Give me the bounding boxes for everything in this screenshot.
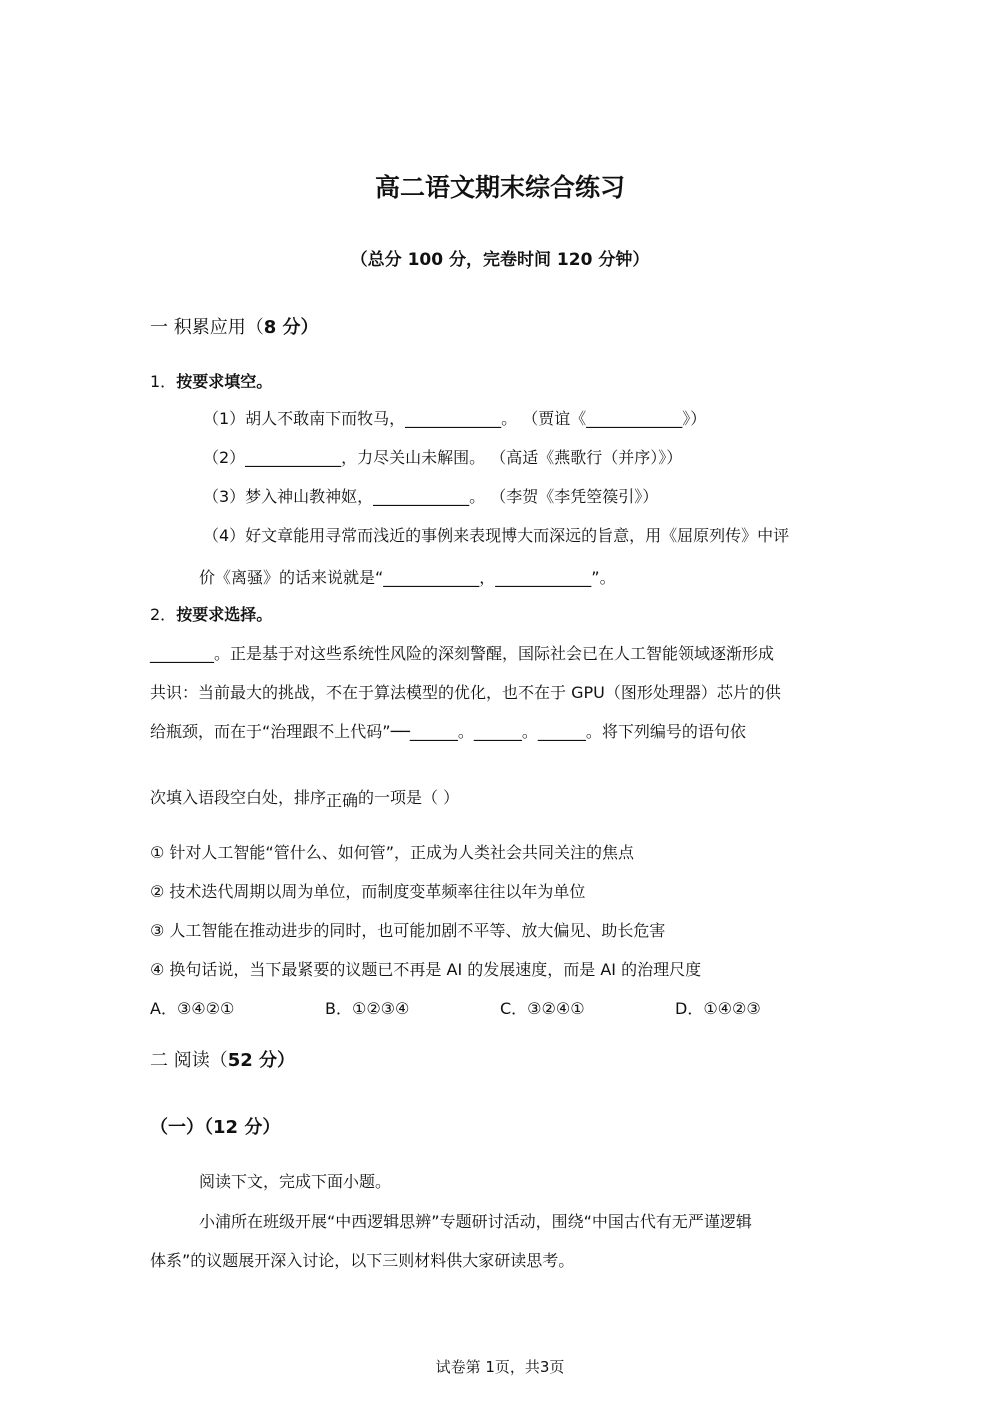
- question-2-paragraph-line: 共识：当前最大的挑战，不在于算法模型的优化，也不在于 GPU（图形处理器）芯片的供: [150, 683, 781, 702]
- section-heading-1-text: 一 积累应用（: [150, 317, 264, 338]
- question-2-paragraph-line: 给瓶颈，而在于“治理跟不上代码”──______。______。______。将下列编号的语句依: [150, 722, 746, 741]
- question-2-sentence: ② 技术迭代周期以周为单位，而制度变革频率往往以年为单位: [150, 882, 586, 901]
- question-2-paragraph-line: ________。正是基于对这些系统性风险的深刻警醒，国际社会已在人工智能领域逐渐形成: [150, 644, 775, 663]
- question-2-number: 2．: [150, 605, 177, 624]
- question-1-item: （3）梦入神山教神妪，____________。 （李贺《李凭箜篌引》）: [203, 487, 659, 506]
- question-1-item: （2）____________，力尽关山未解围。 （高适《燕歌行（并序）》）: [203, 448, 683, 467]
- question-2-instruction-a: 次填入语段空白处，排序: [150, 788, 327, 807]
- question-2-instruction-c: 的一项是（ ）: [358, 788, 460, 807]
- question-1-prompt: 按要求填空。: [176, 372, 273, 391]
- section-heading-2-text: 二 阅读（: [150, 1050, 228, 1071]
- question-1-number: 1．: [150, 372, 177, 391]
- question-2-instruction-b: 正确: [326, 791, 359, 810]
- question-2-header: [150, 602, 272, 625]
- question-1-item: （1）胡人不敢南下而牧马，____________。 （贾谊《____________》）: [203, 409, 707, 428]
- question-2-instruction: [150, 785, 459, 808]
- part-1-intro: 阅读下文，完成下面小题。: [199, 1172, 392, 1191]
- section-heading-2: [150, 1046, 295, 1072]
- page-footer: 试卷第 1页，共3页: [435, 1358, 565, 1376]
- question-1-item: 价《离骚》的话来说就是“____________，____________”。: [199, 568, 616, 587]
- option-a: A．③④②①: [150, 999, 235, 1018]
- section-heading-1: [150, 313, 319, 339]
- page-subtitle: （总分 100 分，完卷时间 120 分钟）: [350, 250, 650, 270]
- question-1-header: [150, 369, 272, 392]
- part-heading-1: （一）（12 分）: [150, 1117, 281, 1138]
- option-b: B．①②③④: [325, 999, 410, 1018]
- option-c: C．③②④①: [500, 999, 585, 1018]
- part-1-text-line: 小浦所在班级开展“中西逻辑思辨”专题研讨活动，围绕“中国古代有无严谨逻辑: [199, 1212, 752, 1231]
- question-2-sentence: ③ 人工智能在推动进步的同时，也可能加剧不平等、放大偏见、助长危害: [150, 921, 666, 940]
- page-title: 高二语文期末综合练习: [374, 173, 625, 202]
- part-1-text-line: 体系”的议题展开深入讨论，以下三则材料供大家研读思考。: [150, 1251, 575, 1270]
- question-1-item: （4）好文章能用寻常而浅近的事例来表现博大而深远的旨意，用《屈原列传》中评: [203, 526, 790, 545]
- question-2-sentence: ④ 换句话说，当下最紧要的议题已不再是 AI 的发展速度，而是 AI 的治理尺度: [150, 960, 702, 979]
- question-2-sentence: ① 针对人工智能“管什么、如何管”，正成为人类社会共同关注的焦点: [150, 843, 635, 862]
- question-2-prompt: 按要求选择。: [176, 605, 273, 624]
- option-d: D．①④②③: [675, 999, 761, 1018]
- section-heading-2-score: 52 分）: [227, 1050, 296, 1071]
- section-heading-1-score: 8 分）: [263, 317, 319, 338]
